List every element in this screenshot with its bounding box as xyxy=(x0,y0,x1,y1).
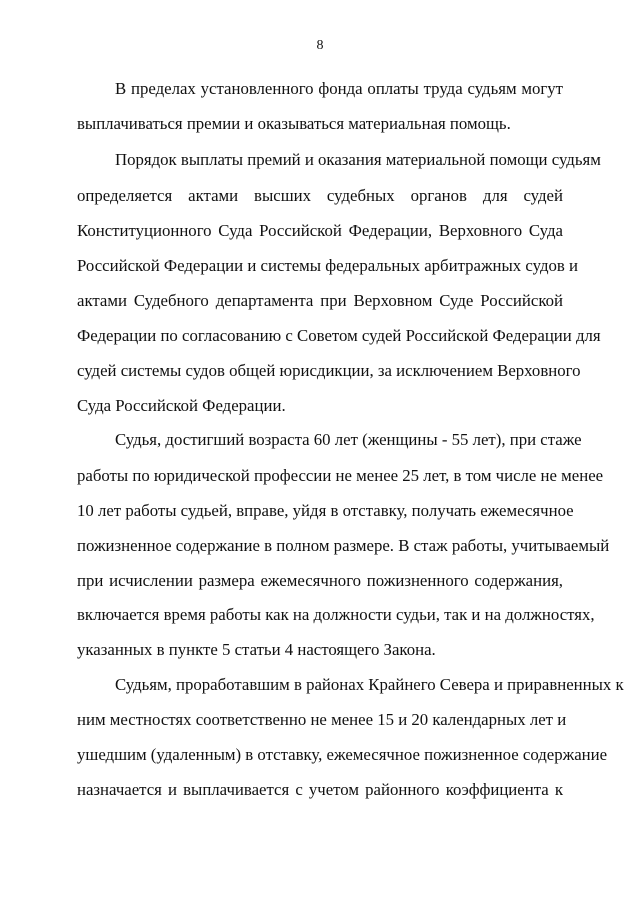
text-line: ним местностях соответственно не менее 15 и 20 календарных лет и xyxy=(77,710,567,729)
text-line: В пределах установленного фонда оплаты труда судьям могут xyxy=(115,79,563,98)
text-line: ушедшим (удаленным) в отставку, ежемесячное пожизненное содержание xyxy=(77,745,608,764)
text-line: 10 лет работы судьей, вправе, уйдя в отставку, получать ежемесячное xyxy=(77,501,574,520)
text-line: назначается и выплачивается с учетом районного коэффициента к xyxy=(77,780,563,799)
text-line: выплачиваться премии и оказываться материальная помощь. xyxy=(77,114,511,133)
text-line: Конституционного Суда Российской Федерации, Верховного Суда xyxy=(77,221,563,240)
text-line: работы по юридической профессии не менее 25 лет, в том числе не менее xyxy=(77,466,604,485)
page-number: 8 xyxy=(316,38,324,53)
text-line: включается время работы как на должности судьи, так и на должностях, xyxy=(77,605,595,624)
text-line: Суда Российской Федерации. xyxy=(77,396,286,415)
text-line: судей системы судов общей юрисдикции, за исключением Верховного xyxy=(77,361,581,380)
text-line: определяется актами высших судебных органов для судей xyxy=(77,186,563,205)
text-line: Судья, достигший возраста 60 лет (женщины - 55 лет), при стаже xyxy=(115,430,582,449)
text-line: Порядок выплаты премий и оказания материальной помощи судьям xyxy=(115,150,601,169)
text-line: при исчислении размера ежемесячного пожизненного содержания, xyxy=(77,571,563,590)
text-line: актами Судебного департамента при Верховном Суде Российской xyxy=(77,291,563,310)
text-line: указанных в пункте 5 статьи 4 настоящего Закона. xyxy=(77,640,436,659)
text-line: пожизненное содержание в полном размере. В стаж работы, учитываемый xyxy=(77,536,610,555)
text-line: Судьям, проработавшим в районах Крайнего Севера и приравненных к xyxy=(115,675,624,694)
text-line: Федерации по согласованию с Советом судей Российской Федерации для xyxy=(77,326,601,345)
text-line: Российской Федерации и системы федеральных арбитражных судов и xyxy=(77,256,578,275)
